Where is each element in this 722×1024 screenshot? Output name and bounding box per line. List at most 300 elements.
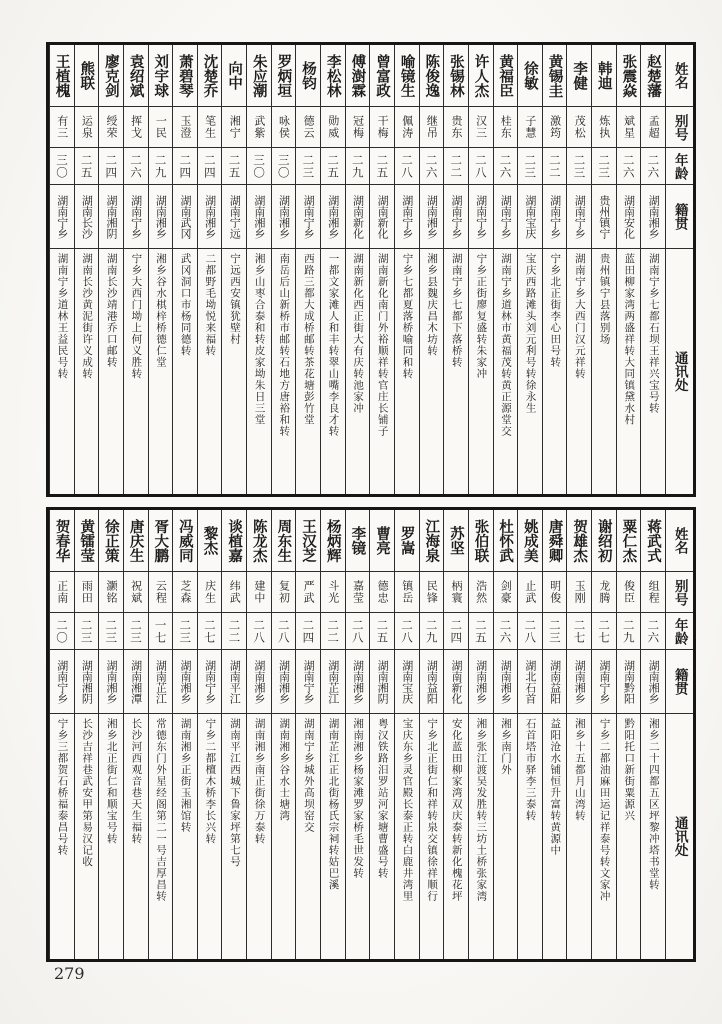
person-name: 曹亮 [370, 510, 394, 572]
person-age: 二三 [173, 613, 197, 650]
person-alias: 灏铭 [99, 572, 123, 613]
directory-entry-column [345, 510, 370, 959]
person-alias: 俊臣 [617, 572, 641, 613]
person-native-place: 湖南湘乡 [272, 650, 296, 714]
person-age: 二四 [198, 148, 222, 185]
directory-entry-column [566, 510, 591, 959]
person-address: 湘南湘乡杨家滩罗家桥毛世发转 [352, 718, 365, 879]
person-age: 二三 [124, 613, 148, 650]
directory-entry-column [591, 510, 616, 959]
column-header-alias: 别号 [666, 572, 693, 613]
person-address: 湘乡南门外 [500, 718, 512, 776]
person-age: 二六 [420, 148, 444, 185]
person-name: 黄锡圭 [543, 45, 567, 107]
person-address: 宁远西安镇犹壁村 [228, 253, 241, 345]
person-age: 二八 [518, 613, 542, 650]
person-name: 熊联 [75, 45, 99, 107]
directory-entry-column [295, 45, 320, 494]
person-age: 二八 [395, 613, 419, 650]
person-name: 沈楚乔 [198, 45, 222, 107]
person-native-place: 湖南湘阴 [99, 185, 123, 249]
directory-entry-column [616, 45, 641, 494]
person-native-place: 湖南宁乡 [395, 185, 419, 249]
person-name: 喻镜生 [395, 45, 419, 107]
person-name: 曾富政 [370, 45, 394, 107]
person-native-place: 湖南宁乡 [50, 185, 74, 249]
person-native-place: 湖南湘乡 [346, 650, 370, 714]
person-address: 湘乡十五都月山湾转 [573, 718, 586, 822]
person-native-place: 湖南湘乡 [198, 185, 222, 249]
person-native-place: 湖南安化 [617, 185, 641, 249]
person-alias: 组程 [641, 572, 665, 613]
person-name: 张震焱 [617, 45, 641, 107]
directory-entry-column [246, 510, 271, 959]
person-address: 南岳后山新桥市邮转石地方唐裕和转 [278, 253, 291, 437]
person-alias: 继吊 [420, 107, 444, 148]
person-native-place: 湖南新化 [346, 185, 370, 249]
person-name: 贺雄杰 [567, 510, 591, 572]
person-native-place: 湖南宁乡 [198, 650, 222, 714]
person-native-place: 湖南湘乡 [567, 650, 591, 714]
person-address: 宁乡北正街仁和祥转泉交镇徐祥顺行 [426, 718, 439, 902]
directory-entry-column [345, 45, 370, 494]
column-header-age: 年龄 [666, 613, 693, 650]
person-native-place: 湖南益阳 [420, 650, 444, 714]
person-name: 徐正策 [99, 510, 123, 572]
person-age: 二九 [149, 148, 173, 185]
person-native-place: 湖南芷江 [149, 650, 173, 714]
person-name: 廖克剑 [99, 45, 123, 107]
person-name: 唐舜卿 [543, 510, 567, 572]
person-address: 宁乡七都夏落桥喻同和转 [401, 253, 414, 380]
person-address: 湖南新化西正街大有庆转池家冲 [352, 253, 365, 414]
person-age: 二五 [370, 613, 394, 650]
person-age: 二五 [370, 148, 394, 185]
person-address: 湖南湘乡谷水士塘湾 [278, 718, 291, 822]
person-native-place: 湖南湘乡 [420, 185, 444, 249]
person-age: 二六 [617, 148, 641, 185]
directory-entry-column [394, 510, 419, 959]
person-address: 宁乡正街廖复盛转朱家冲 [475, 253, 488, 380]
person-native-place: 湖南宝庆 [395, 650, 419, 714]
directory-entry-column [221, 510, 246, 959]
person-address: 湖南芷江正北街杨氏宗祠转姑巴溪 [327, 718, 340, 891]
person-address: 益阳沧水铺恒升富转黄源中 [549, 718, 562, 856]
person-age: 二六 [641, 148, 665, 185]
person-native-place: 湖南宁乡 [296, 185, 320, 249]
person-address: 宁乡大西门坳上何义胜转 [130, 253, 143, 380]
person-native-place: 湖南平江 [222, 650, 246, 714]
directory-entry-column [419, 45, 444, 494]
person-name: 蒋武式 [641, 510, 665, 572]
person-native-place: 湖南益阳 [543, 650, 567, 714]
person-alias: 剑豪 [494, 572, 518, 613]
directory-entry-column [443, 45, 468, 494]
person-native-place: 湖南湘乡 [494, 650, 518, 714]
directory-entry-column [419, 510, 444, 959]
person-address: 湖南宁乡道林王益民号转 [56, 253, 69, 380]
person-native-place: 湖南新化 [370, 185, 394, 249]
person-name: 徐敏 [518, 45, 542, 107]
person-alias: 正南 [50, 572, 74, 613]
person-age: 三〇 [247, 148, 271, 185]
directory-entry-column [123, 510, 148, 959]
person-native-place: 湖南湘乡 [641, 185, 665, 249]
person-native-place: 湖南宁乡 [567, 185, 591, 249]
person-age: 二六 [124, 148, 148, 185]
person-name: 黄镭莹 [75, 510, 99, 572]
person-alias: 汉三 [469, 107, 493, 148]
directory-entry-column [493, 45, 518, 494]
header-column [665, 45, 693, 494]
person-native-place: 湖南湘乡 [321, 185, 345, 249]
person-name: 周东生 [272, 510, 296, 572]
person-alias: 激筠 [543, 107, 567, 148]
person-address: 湖南新化南门外裕顺祥转官庄长铺子 [376, 253, 389, 437]
person-name: 冯威同 [173, 510, 197, 572]
directory-entry-column [640, 510, 665, 959]
person-name: 许人杰 [469, 45, 493, 107]
directory-entry-column [443, 510, 468, 959]
directory-entry-column [172, 510, 197, 959]
person-name: 韩迪 [592, 45, 616, 107]
person-name: 张锡林 [444, 45, 468, 107]
person-alias: 湘宁 [222, 107, 246, 148]
person-alias: 一民 [149, 107, 173, 148]
directory-entry-column [271, 510, 296, 959]
directory-entry-column [197, 510, 222, 959]
person-alias: 镇岳 [395, 572, 419, 613]
person-alias: 止武 [518, 572, 542, 613]
person-address: 湖南宁乡七都下落桥转 [450, 253, 463, 368]
person-address: 黔阳托口新街粟源兴 [623, 718, 636, 822]
person-age: 二二 [543, 148, 567, 185]
directory-entry-column [74, 510, 99, 959]
person-native-place: 湖南芷江 [321, 650, 345, 714]
person-age: 二三 [296, 148, 320, 185]
person-alias: 斗光 [321, 572, 345, 613]
person-name: 陈龙杰 [247, 510, 271, 572]
person-address: 蓝田柳家湾两盛祥转大同镇黛水村 [623, 253, 636, 426]
directory-entry-column [517, 45, 542, 494]
person-address: 石首塔市驿李三泰转 [524, 718, 537, 822]
person-address: 湖南长沙靖港乔口邮转 [105, 253, 118, 368]
person-name: 黄福臣 [494, 45, 518, 107]
person-age: 二五 [75, 148, 99, 185]
directory-entry-column [566, 45, 591, 494]
person-age: 二〇 [50, 613, 74, 650]
person-alias: 有三 [50, 107, 74, 148]
person-native-place: 湖南湘乡 [272, 185, 296, 249]
person-alias: 柄寰 [444, 572, 468, 613]
person-name: 江海泉 [420, 510, 444, 572]
person-address: 二都野毛坳悦来福转 [204, 253, 217, 357]
person-native-place: 湖南宁乡 [469, 185, 493, 249]
person-address: 长沙河西观音巷天生福转 [130, 718, 143, 845]
person-alias: 挥戈 [124, 107, 148, 148]
person-native-place: 湖北石首 [518, 650, 542, 714]
person-alias: 干梅 [370, 107, 394, 148]
person-age: 二八 [346, 613, 370, 650]
person-address: 宁乡三都贺石桥福泰昌号转 [56, 718, 69, 856]
column-header-alias: 别号 [666, 107, 693, 148]
person-age: 二九 [420, 613, 444, 650]
directory-entry-column [271, 45, 296, 494]
person-address: 贵州镇宁县落别场 [598, 253, 611, 345]
directory-entry-column [468, 510, 493, 959]
directory-entry-column [98, 510, 123, 959]
person-address: 粤汉铁路汨罗站河家塘曹盛号转 [376, 718, 389, 879]
person-age: 二五 [222, 148, 246, 185]
person-address: 宝庆东乡灵官殿长泰正转白鹿井湾里 [401, 718, 414, 902]
person-native-place: 湖南湘乡 [173, 650, 197, 714]
person-alias: 玉澄 [173, 107, 197, 148]
person-name: 朱应潮 [247, 45, 271, 107]
person-alias: 绶荣 [99, 107, 123, 148]
person-native-place: 湖南湘乡 [247, 650, 271, 714]
person-address: 湘乡张江渡吴发胜转三坊土桥张家湾 [475, 718, 488, 902]
person-age: 二四 [296, 613, 320, 650]
directory-entry-column [591, 45, 616, 494]
person-address: 湖南湘乡南正街徐万泰转 [253, 718, 266, 845]
person-alias: 浩然 [469, 572, 493, 613]
directory-entry-column [369, 510, 394, 959]
column-header-native: 籍贯 [666, 185, 693, 249]
directory-entry-column [517, 510, 542, 959]
person-age: 二二 [222, 613, 246, 650]
directory-entry-column [542, 45, 567, 494]
person-native-place: 湖南宁乡 [296, 650, 320, 714]
column-header-native: 籍贯 [666, 650, 693, 714]
person-alias: 德忠 [370, 572, 394, 613]
person-alias: 运泉 [75, 107, 99, 148]
person-age: 二三 [567, 148, 591, 185]
person-age: 二六 [494, 148, 518, 185]
column-header-address: 通讯处 [671, 816, 688, 857]
person-alias: 武紫 [247, 107, 271, 148]
person-native-place: 湖南湘乡 [99, 650, 123, 714]
person-address: 常德东门外星经阁第二一号吉厚昌转 [155, 718, 168, 902]
person-native-place: 湖南宁乡 [124, 185, 148, 249]
person-address: 湖南长沙黄泥街许义成转 [81, 253, 94, 380]
person-address: 西路三都大成桥邮转茶花塘彭竹堂 [302, 253, 315, 426]
person-age: 三〇 [272, 148, 296, 185]
person-age: 二八 [272, 613, 296, 650]
person-alias: 勋威 [321, 107, 345, 148]
person-alias: 德云 [296, 107, 320, 148]
person-name: 袁绍斌 [124, 45, 148, 107]
person-native-place: 湖南新化 [444, 650, 468, 714]
person-name: 黎杰 [198, 510, 222, 572]
column-header-address: 通讯处 [671, 351, 688, 392]
person-name: 唐庆生 [124, 510, 148, 572]
person-name: 谈植嘉 [222, 510, 246, 572]
column-header-age: 年龄 [666, 148, 693, 185]
directory-entry-column [320, 510, 345, 959]
person-address: 长沙吉祥巷武安甲第易汉记收 [81, 718, 94, 868]
person-native-place: 湖南黔阳 [617, 650, 641, 714]
person-address: 湖南宁乡城外高坝窑交 [302, 718, 315, 833]
person-alias: 云程 [149, 572, 173, 613]
person-name: 姚成美 [518, 510, 542, 572]
person-alias: 嘉莹 [346, 572, 370, 613]
person-name: 李镜 [346, 510, 370, 572]
person-address: 湘乡县魏庆昌木坊转 [426, 253, 439, 357]
directory-entry-column [616, 510, 641, 959]
person-age: 二三 [518, 148, 542, 185]
person-age: 二七 [198, 613, 222, 650]
person-address: 湘乡谷水棋梓桥德仁堂 [155, 253, 168, 368]
person-native-place: 湖南宁乡 [444, 185, 468, 249]
person-alias: 纬武 [222, 572, 246, 613]
directory-entry-column [98, 45, 123, 494]
person-age: 二四 [99, 148, 123, 185]
person-native-place: 湖南湘乡 [641, 650, 665, 714]
person-age: 二五 [321, 148, 345, 185]
person-age: 二八 [395, 148, 419, 185]
person-address: 湖南平江西城下鲁家坪第七号 [228, 718, 241, 868]
directory-entry-column [148, 45, 173, 494]
person-address: 湖南湘乡正街玉湘馆转 [179, 718, 192, 833]
person-alias: 雨田 [75, 572, 99, 613]
directory-entry-column [123, 45, 148, 494]
person-alias: 咏侯 [272, 107, 296, 148]
directory-entry-column [394, 45, 419, 494]
person-name: 萧碧琴 [173, 45, 197, 107]
person-alias: 佩涛 [395, 107, 419, 148]
person-alias: 建中 [247, 572, 271, 613]
page-number: 279 [54, 964, 85, 983]
directory-entry-column [640, 45, 665, 494]
person-alias: 玉刚 [567, 572, 591, 613]
directory-entry-column [246, 45, 271, 494]
directory-entry-column [493, 510, 518, 959]
person-name: 杨钧 [296, 45, 320, 107]
person-name: 粟仁杰 [617, 510, 641, 572]
person-address: 宝庆西路滩头刘元利号转徐永生 [524, 253, 537, 414]
column-header-name: 姓名 [666, 45, 693, 107]
person-name: 刘宇球 [149, 45, 173, 107]
person-alias: 贵东 [444, 107, 468, 148]
person-age: 二八 [247, 613, 271, 650]
directory-entry-column [468, 45, 493, 494]
directory-entry-column [49, 45, 74, 494]
person-name: 陈俊逸 [420, 45, 444, 107]
person-age: 二九 [617, 613, 641, 650]
person-alias: 复初 [272, 572, 296, 613]
person-address: 湖南宁乡大西门汉元祥转 [573, 253, 586, 380]
person-alias: 祝斌 [124, 572, 148, 613]
person-native-place: 湖南宁乡 [543, 185, 567, 249]
header-column [665, 510, 693, 959]
person-age: 二三 [99, 613, 123, 650]
person-alias: 庆生 [198, 572, 222, 613]
person-address: 武冈洞口市杨同德转 [179, 253, 192, 357]
person-age: 二八 [469, 148, 493, 185]
directory-table-top [46, 42, 696, 497]
person-alias: 芝森 [173, 572, 197, 613]
person-name: 向中 [222, 45, 246, 107]
person-address: 安化蓝田柳家湾双庆泰转新化槐花坪 [450, 718, 463, 902]
person-native-place: 湖南湘乡 [247, 185, 271, 249]
person-alias: 斌星 [617, 107, 641, 148]
person-native-place: 湖南湘潭 [124, 650, 148, 714]
directory-entry-column [74, 45, 99, 494]
person-alias: 龙腾 [592, 572, 616, 613]
person-age: 二六 [641, 613, 665, 650]
person-alias: 茂松 [567, 107, 591, 148]
person-age: 二三 [75, 613, 99, 650]
person-native-place: 湖南湘阴 [370, 650, 394, 714]
person-name: 罗炳垣 [272, 45, 296, 107]
person-address: 湖南宁乡道林市黄福茂转黄正源堂交 [500, 253, 512, 437]
person-address: 湖南宁乡七都石坝王祥兴宝号转 [647, 253, 660, 414]
person-age: 二二 [444, 148, 468, 185]
person-native-place: 湖南湘乡 [149, 185, 173, 249]
person-name: 王汉芝 [296, 510, 320, 572]
person-native-place: 湖南宁乡 [50, 650, 74, 714]
person-address: 湘乡山枣合泰和转皮家坳朱日三堂 [253, 253, 266, 426]
person-alias: 孟超 [641, 107, 665, 148]
person-native-place: 湖南长沙 [75, 185, 99, 249]
person-age: 二五 [469, 613, 493, 650]
person-address: 一都文家滩人和丰转翠山嘴李良才转 [327, 253, 340, 437]
person-name: 罗嵩 [395, 510, 419, 572]
person-alias: 子慧 [518, 107, 542, 148]
person-name: 赵楚藩 [641, 45, 665, 107]
person-native-place: 湖南宁乡 [494, 185, 518, 249]
directory-entry-column [148, 510, 173, 959]
person-name: 苏坚 [444, 510, 468, 572]
person-name: 谢绍初 [592, 510, 616, 572]
directory-entry-column [542, 510, 567, 959]
person-address: 宁乡北正街李心田号转 [549, 253, 562, 368]
person-age: 一七 [149, 613, 173, 650]
person-address: 湘乡二十四都五区坪黎冲塔书堂转 [647, 718, 660, 891]
person-name: 张伯联 [469, 510, 493, 572]
person-name: 王植槐 [50, 45, 74, 107]
directory-entry-column [295, 510, 320, 959]
directory-entry-column [369, 45, 394, 494]
person-age: 二九 [346, 148, 370, 185]
person-alias: 严武 [296, 572, 320, 613]
person-age: 二七 [592, 613, 616, 650]
person-alias: 桂东 [494, 107, 518, 148]
person-name: 李松林 [321, 45, 345, 107]
person-name: 胥大鹏 [149, 510, 173, 572]
person-native-place: 湖南湘乡 [469, 650, 493, 714]
person-age: 二三 [592, 148, 616, 185]
directory-entry-column [221, 45, 246, 494]
person-address: 宁乡二都油麻田运记祥泰号转文家冲 [598, 718, 611, 902]
person-alias: 笔生 [198, 107, 222, 148]
directory-entry-column [172, 45, 197, 494]
person-name: 傅澍霖 [346, 45, 370, 107]
person-address: 宁乡二都檀木桥李长兴转 [204, 718, 217, 845]
person-native-place: 湖南武冈 [173, 185, 197, 249]
person-name: 贺春华 [50, 510, 74, 572]
person-address: 湘乡北正街仁和顺宝号转 [105, 718, 118, 845]
person-native-place: 贵州镇宁 [592, 185, 616, 249]
person-alias: 冠梅 [346, 107, 370, 148]
person-name: 杨炳辉 [321, 510, 345, 572]
directory-entry-column [197, 45, 222, 494]
person-age: 二二 [321, 613, 345, 650]
person-native-place: 湖南宁乡 [592, 650, 616, 714]
directory-entry-column [320, 45, 345, 494]
person-native-place: 湖南宁远 [222, 185, 246, 249]
person-age: 二三 [543, 613, 567, 650]
